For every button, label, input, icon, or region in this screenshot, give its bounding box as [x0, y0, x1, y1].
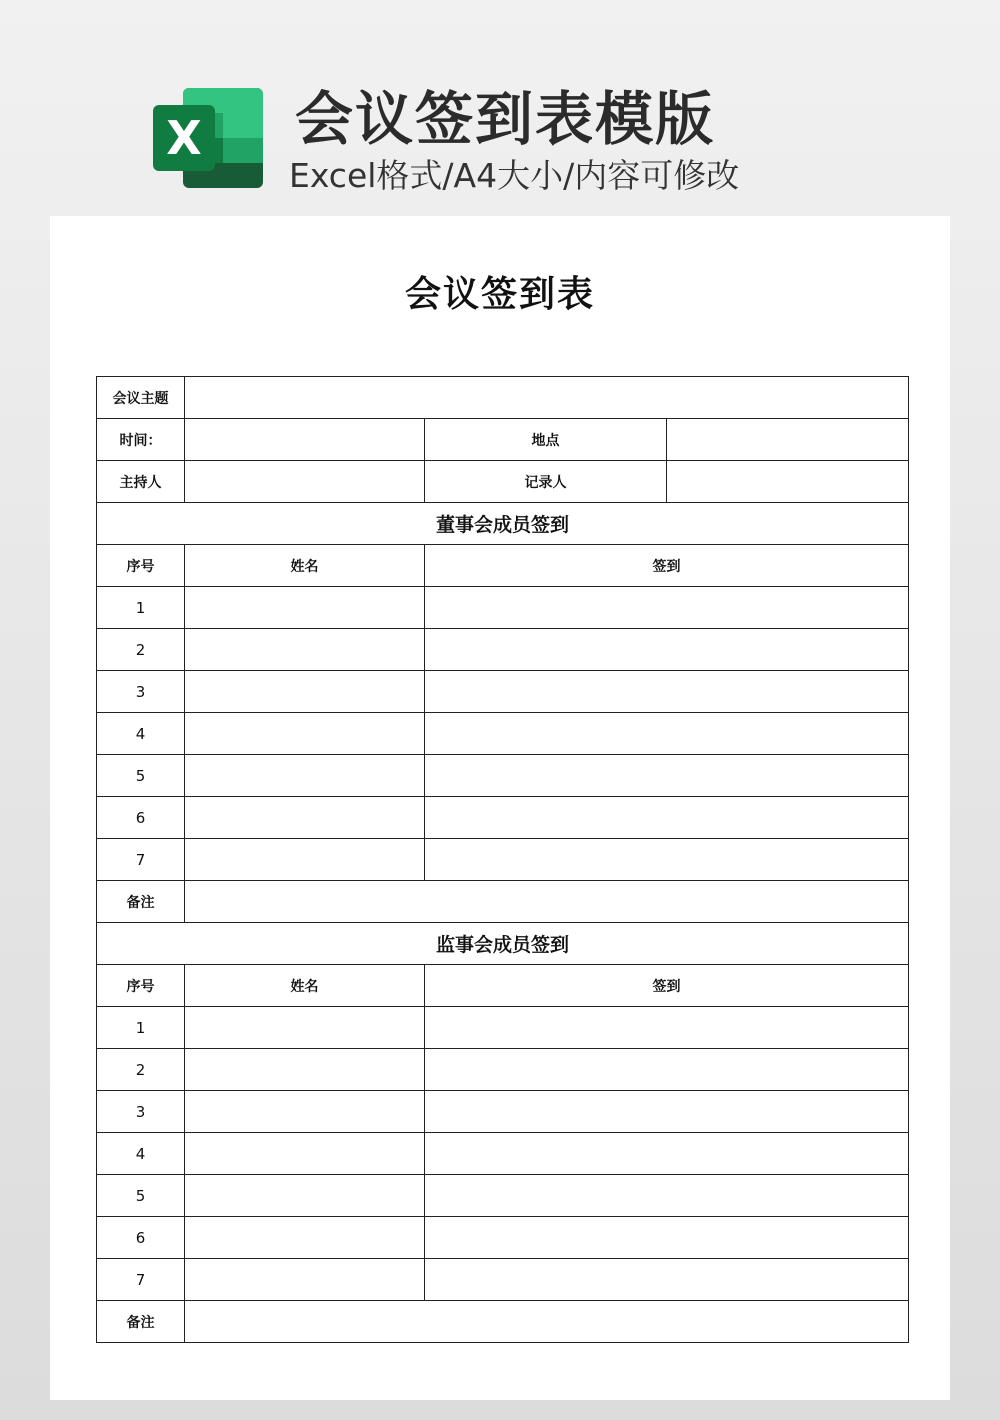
time-label: 时间：: [97, 419, 185, 461]
sign-cell[interactable]: [425, 1091, 909, 1133]
sign-cell[interactable]: [425, 1217, 909, 1259]
time-location-row: [97, 419, 909, 461]
name-cell[interactable]: [185, 755, 425, 797]
board-remark-row: [97, 881, 909, 923]
table-row: [97, 1091, 909, 1133]
name-cell[interactable]: [185, 797, 425, 839]
banner-title: 会议签到表模版: [295, 85, 716, 153]
supervisory-remark-row: [97, 1301, 909, 1343]
banner: [0, 0, 1000, 215]
recorder-field[interactable]: [667, 461, 909, 503]
sign-cell[interactable]: [425, 755, 909, 797]
supervisory-section-title: 监事会成员签到: [97, 923, 909, 965]
row-index: 1: [97, 587, 185, 629]
row-index: 6: [97, 797, 185, 839]
table-row: [97, 1049, 909, 1091]
board-header-row: [97, 545, 909, 587]
supervisory-header-name: 姓名: [185, 965, 425, 1007]
row-index: 3: [97, 1091, 185, 1133]
row-index: 4: [97, 713, 185, 755]
excel-icon: [153, 88, 263, 188]
row-index: 6: [97, 1217, 185, 1259]
time-field[interactable]: [185, 419, 425, 461]
location-label: 地点: [425, 419, 667, 461]
sign-cell[interactable]: [425, 1049, 909, 1091]
row-index: 2: [97, 629, 185, 671]
table-row: [97, 755, 909, 797]
excel-icon-letter: X: [166, 111, 202, 165]
topic-label: 会议主题: [97, 377, 185, 419]
row-index: 5: [97, 755, 185, 797]
table-row: [97, 797, 909, 839]
board-remark-field[interactable]: [185, 881, 909, 923]
table-row: [97, 1175, 909, 1217]
sign-cell[interactable]: [425, 629, 909, 671]
board-section-title: 董事会成员签到: [97, 503, 909, 545]
name-cell[interactable]: [185, 587, 425, 629]
name-cell[interactable]: [185, 1259, 425, 1301]
board-section-title-row: [97, 503, 909, 545]
supervisory-header-sign: 签到: [425, 965, 909, 1007]
sign-cell[interactable]: [425, 797, 909, 839]
name-cell[interactable]: [185, 1175, 425, 1217]
row-index: 3: [97, 671, 185, 713]
table-row: [97, 629, 909, 671]
host-recorder-row: [97, 461, 909, 503]
row-index: 7: [97, 1259, 185, 1301]
banner-subtitle: Excel格式/A4大小/内容可修改: [289, 156, 740, 195]
sign-cell[interactable]: [425, 1133, 909, 1175]
sign-cell[interactable]: [425, 839, 909, 881]
name-cell[interactable]: [185, 1091, 425, 1133]
name-cell[interactable]: [185, 671, 425, 713]
sign-cell[interactable]: [425, 713, 909, 755]
sign-cell[interactable]: [425, 671, 909, 713]
name-cell[interactable]: [185, 629, 425, 671]
location-field[interactable]: [667, 419, 909, 461]
table-row: [97, 839, 909, 881]
name-cell[interactable]: [185, 1133, 425, 1175]
row-index: 7: [97, 839, 185, 881]
supervisory-header-index: 序号: [97, 965, 185, 1007]
table-row: [97, 713, 909, 755]
table-row: [97, 671, 909, 713]
row-index: 2: [97, 1049, 185, 1091]
table-row: [97, 1259, 909, 1301]
topic-field[interactable]: [185, 377, 909, 419]
sign-cell[interactable]: [425, 587, 909, 629]
row-index: 5: [97, 1175, 185, 1217]
sign-cell[interactable]: [425, 1259, 909, 1301]
supervisory-remark-label: 备注: [97, 1301, 185, 1343]
name-cell[interactable]: [185, 1007, 425, 1049]
board-remark-label: 备注: [97, 881, 185, 923]
name-cell[interactable]: [185, 1049, 425, 1091]
table-row: [97, 1007, 909, 1049]
sign-cell[interactable]: [425, 1175, 909, 1217]
recorder-label: 记录人: [425, 461, 667, 503]
sign-cell[interactable]: [425, 1007, 909, 1049]
supervisory-section-title-row: [97, 923, 909, 965]
host-label: 主持人: [97, 461, 185, 503]
table-row: [97, 1217, 909, 1259]
name-cell[interactable]: [185, 713, 425, 755]
sheet-title: 会议签到表: [404, 274, 595, 315]
table-row: [97, 1133, 909, 1175]
topic-row: [97, 377, 909, 419]
supervisory-remark-field[interactable]: [185, 1301, 909, 1343]
board-header-name: 姓名: [185, 545, 425, 587]
sign-in-table: [96, 376, 909, 1343]
table-row: [97, 587, 909, 629]
supervisory-header-row: [97, 965, 909, 1007]
host-field[interactable]: [185, 461, 425, 503]
row-index: 4: [97, 1133, 185, 1175]
name-cell[interactable]: [185, 1217, 425, 1259]
name-cell[interactable]: [185, 839, 425, 881]
board-header-sign: 签到: [425, 545, 909, 587]
board-header-index: 序号: [97, 545, 185, 587]
row-index: 1: [97, 1007, 185, 1049]
